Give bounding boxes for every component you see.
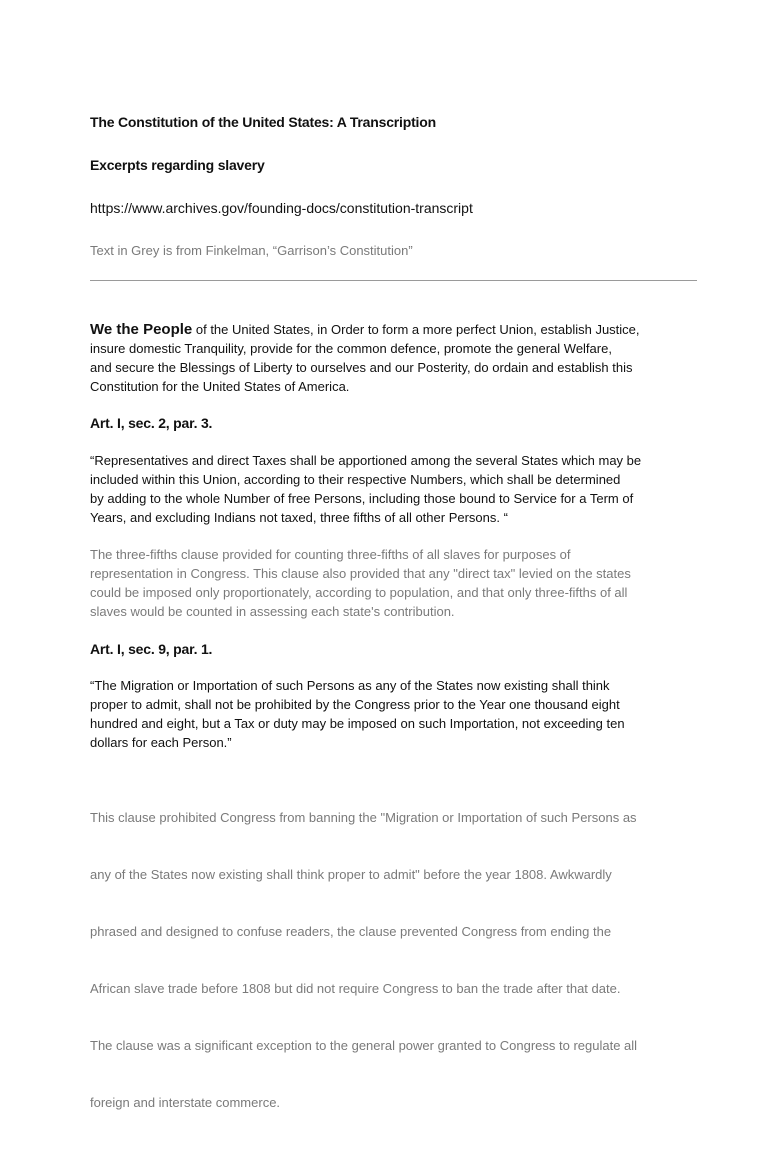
preamble-line-3: and secure the Blessings of Liberty to ourselves and our Posterity, do ordain and establish this — [90, 360, 633, 375]
commentary-line: The three-fifths clause provided for counting three-fifths of all slaves for purposes of — [90, 547, 571, 562]
quote-line: proper to admit, shall not be prohibited by the Congress prior to the Year one thousand eight — [90, 697, 620, 712]
horizontal-divider — [90, 280, 697, 281]
commentary-line: slaves would be counted in assessing each state's contribution. — [90, 604, 455, 619]
preamble-line-1: We the People of the United States, in Order to form a more perfect Union, establish Justice, — [90, 321, 640, 338]
quote-line: included within this Union, according to their respective Numbers, which shall be determined — [90, 472, 621, 487]
commentary-line: African slave trade before 1808 but did not require Congress to ban the trade after that date. — [90, 981, 621, 996]
quote-line: by adding to the whole Number of free Persons, including those bound to Service for a Term of — [90, 491, 634, 506]
grey-text-note: Text in Grey is from Finkelman, “Garrison’s Constitution” — [90, 243, 413, 258]
quote-line: “The Migration or Importation of such Persons as any of the States now existing shall think — [90, 678, 610, 693]
preamble-lead: We the People — [90, 321, 193, 338]
preamble-paragraph — [90, 320, 690, 396]
quote-line: hundred and eight, but a Tax or duty may be imposed on such Importation, not exceeding ten — [90, 716, 625, 731]
document-title: The Constitution of the United States: A Transcription — [90, 114, 436, 130]
commentary-line: could be imposed only proportionately, according to population, and that only three-fifths of all — [90, 585, 628, 600]
commentary-line: foreign and interstate commerce. — [90, 1095, 281, 1110]
preamble-line-4: Constitution for the United States of America. — [90, 379, 350, 394]
commentary-line: representation in Congress. This clause also provided that any "direct tax" levied on the states — [90, 566, 631, 581]
section-heading-art1-sec2: Art. I, sec. 2, par. 3. — [90, 415, 213, 431]
document-subtitle: Excerpts regarding slavery — [90, 157, 265, 173]
quote-line: dollars for each Person.” — [90, 735, 232, 750]
commentary-line: The clause was a significant exception to the general power granted to Congress to regulate all — [90, 1038, 638, 1053]
quote-line: Years, and excluding Indians not taxed, three fifths of all other Persons. “ — [90, 510, 508, 525]
source-url: https://www.archives.gov/founding-docs/constitution-transcript — [90, 200, 473, 216]
commentary-line: This clause prohibited Congress from banning the "Migration or Importation of such Persons as — [90, 810, 637, 825]
commentary-line: phrased and designed to confuse readers, the clause prevented Congress from ending the — [90, 924, 612, 939]
commentary-art1-sec2 — [90, 545, 690, 621]
section-heading-art1-sec9: Art. I, sec. 9, par. 1. — [90, 641, 213, 657]
quote-art1-sec9 — [90, 676, 690, 752]
commentary-art1-sec9 — [90, 770, 690, 1150]
commentary-line: any of the States now existing shall think proper to admit" before the year 1808. Awkwardly — [90, 867, 612, 882]
quote-line: “Representatives and direct Taxes shall be apportioned among the several States which may be — [90, 453, 642, 468]
quote-art1-sec2 — [90, 451, 690, 527]
preamble-line-2: insure domestic Tranquility, provide for the common defence, promote the general Welfare, — [90, 341, 612, 356]
